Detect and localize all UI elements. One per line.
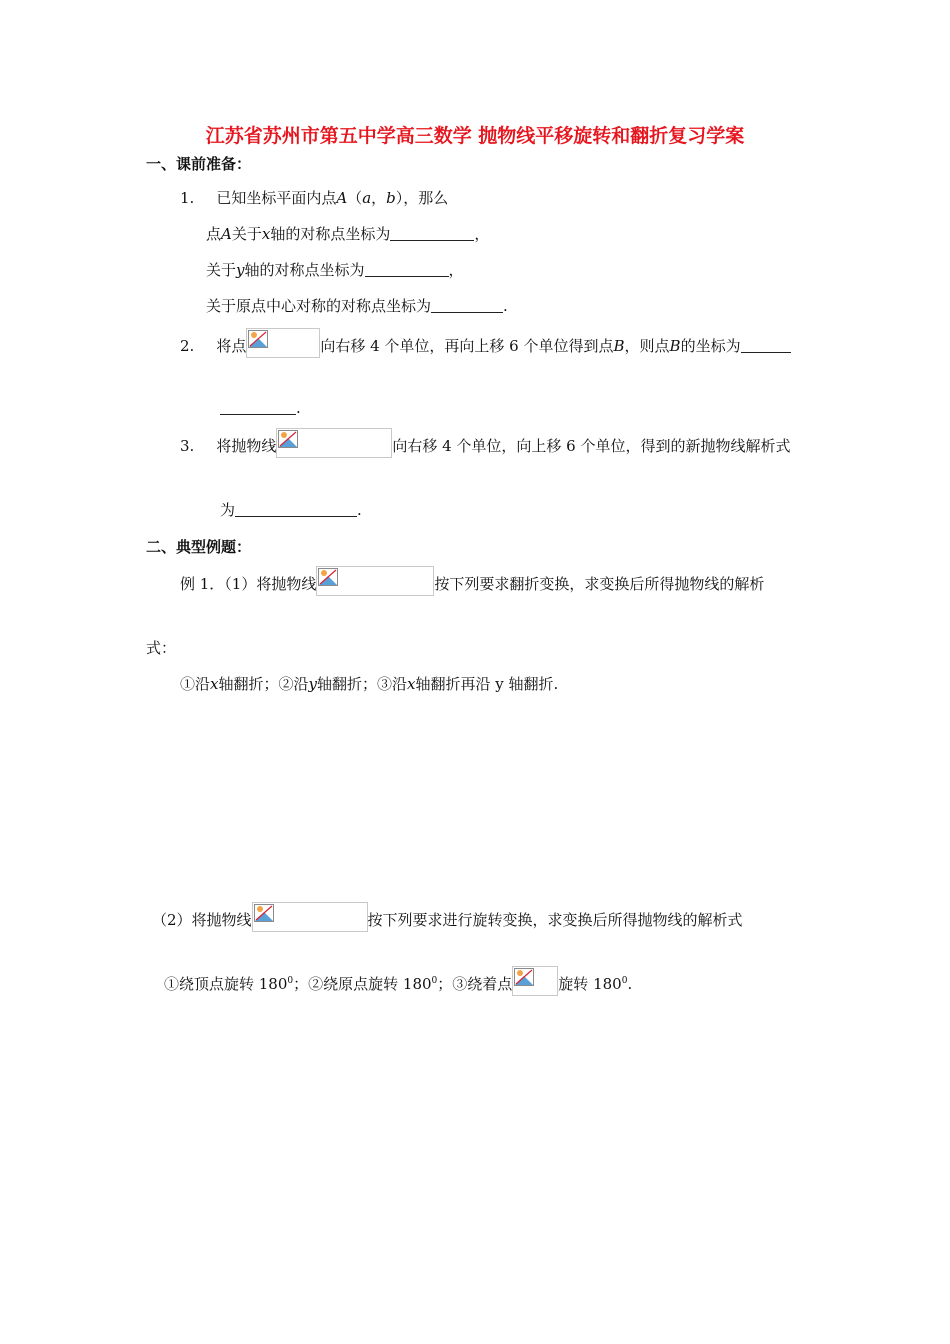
- var-x: x: [210, 675, 219, 693]
- text: 按下列要求翻折变换，求变换后所得抛物线的解析: [434, 575, 765, 593]
- broken-image-icon: [512, 966, 558, 996]
- text: ），那么: [395, 189, 449, 207]
- var-B: B: [669, 337, 681, 355]
- question-number: 1.: [180, 189, 195, 207]
- var-x: x: [261, 225, 271, 243]
- question-1-line-3: [206, 260, 464, 280]
- text: 按下列要求进行旋转变换，求变换后所得抛物线的解析式: [367, 911, 743, 929]
- text: .: [627, 975, 633, 993]
- answer-blank[interactable]: [431, 298, 503, 313]
- text: 轴翻折；②沿: [218, 675, 309, 693]
- broken-image-icon: [246, 328, 320, 358]
- text: ，: [448, 261, 464, 279]
- text: ，: [371, 189, 387, 207]
- page-title: 江苏省苏州市第五中学高三数学 抛物线平移旋转和翻折复习学案: [205, 125, 745, 147]
- text: 已知坐标平面内点: [216, 189, 337, 207]
- question-1-line-4: [206, 296, 508, 316]
- var-x: x: [407, 675, 416, 693]
- example-2-line-2: [164, 974, 632, 996]
- var-A: A: [336, 189, 348, 207]
- text: 向右移 4 个单位，再向上移 6 个单位得到点: [320, 337, 614, 355]
- text: 关于原点中心对称的对称点坐标为: [206, 297, 432, 315]
- broken-image-icon: [276, 428, 392, 458]
- question-2-line-2: [220, 398, 301, 418]
- section-heading-examples: 二、典型例题：: [146, 538, 252, 556]
- broken-image-icon: [316, 566, 434, 596]
- text: 轴翻折再沿 y 轴翻折.: [415, 675, 559, 693]
- question-1-line-1: [180, 188, 448, 208]
- text: 关于: [231, 225, 262, 243]
- text: 将抛物线: [216, 437, 277, 455]
- text: 的坐标为: [680, 337, 741, 355]
- degree-superscript: 0: [287, 976, 294, 986]
- var-y: y: [308, 675, 317, 693]
- text: ；②绕原点旋转 180: [293, 975, 432, 993]
- text: 点: [206, 225, 222, 243]
- text: 轴的对称点坐标为: [244, 261, 365, 279]
- question-number: 3.: [180, 437, 195, 455]
- text: 向右移 4 个单位，向上移 6 个单位，得到的新抛物线解析式: [392, 437, 791, 455]
- degree-superscript: 0: [431, 976, 438, 986]
- var-A: A: [221, 225, 232, 243]
- text: 轴的对称点坐标为: [270, 225, 391, 243]
- text: 旋转 180: [558, 975, 622, 993]
- text: ，则点: [624, 337, 670, 355]
- text: .: [503, 297, 508, 315]
- answer-blank[interactable]: [220, 400, 296, 415]
- text: .: [357, 501, 362, 519]
- broken-image-icon: [252, 902, 368, 932]
- text: 将点: [216, 337, 247, 355]
- text: （2）将抛物线: [152, 911, 252, 929]
- section-heading-preparation: 一、课前准备：: [146, 155, 252, 173]
- text: 例 1．（1）将抛物线: [180, 575, 317, 593]
- question-2-line-1: [180, 336, 791, 358]
- example-1-line-3: [180, 674, 558, 694]
- question-1-line-2: [206, 224, 489, 244]
- text: ①沿: [180, 675, 211, 693]
- example-1-line-2: 式：: [146, 639, 177, 657]
- var-b: b: [386, 189, 396, 207]
- answer-blank[interactable]: [741, 338, 791, 353]
- var-B: B: [613, 337, 625, 355]
- var-y: y: [236, 261, 245, 279]
- question-3-line-1: [180, 436, 791, 458]
- answer-blank[interactable]: [390, 226, 474, 241]
- text: ；③绕着点: [437, 975, 513, 993]
- text: 轴翻折；③沿: [316, 675, 407, 693]
- question-number: 2.: [180, 337, 195, 355]
- example-1-line-1: [180, 574, 764, 596]
- text: ①绕顶点旋转 180: [164, 975, 288, 993]
- text: （: [347, 189, 363, 207]
- text: ，: [474, 225, 490, 243]
- question-3-line-2: [220, 500, 362, 520]
- example-2-line-1: [152, 910, 743, 932]
- text: 为: [220, 501, 236, 519]
- var-a: a: [362, 189, 372, 207]
- text: 关于: [206, 261, 237, 279]
- degree-superscript: 0: [621, 976, 628, 986]
- text: .: [296, 399, 301, 417]
- answer-blank[interactable]: [365, 262, 449, 277]
- answer-blank[interactable]: [235, 502, 357, 517]
